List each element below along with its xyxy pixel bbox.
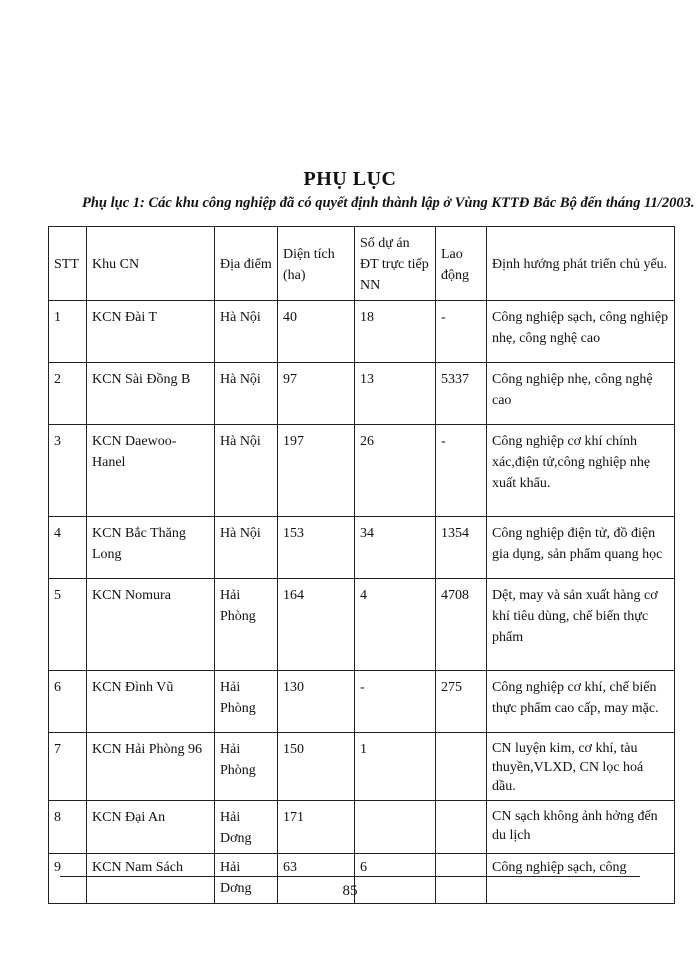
cell-orientation: Công nghiệp sạch, công nghiệp nhẹ, công nghệ cao <box>487 301 675 363</box>
cell-projects: 13 <box>355 363 436 425</box>
header-labor: Lao động <box>436 227 487 301</box>
cell-name: KCN Bắc Thăng Long <box>87 517 215 579</box>
cell-projects: 6 <box>355 854 436 904</box>
industrial-zones-table <box>48 226 675 904</box>
cell-orientation: CN luyện kim, cơ khí, tàu thuyền,VLXD, CN lọc hoá dầu. <box>487 733 675 801</box>
cell-orientation: Dệt, may và sản xuất hàng cơ khí tiêu dùng, chế biến thực phẩm <box>487 579 675 671</box>
cell-area: 63 <box>278 854 355 904</box>
cell-stt: 6 <box>49 671 87 733</box>
cell-projects: 4 <box>355 579 436 671</box>
cell-projects: 18 <box>355 301 436 363</box>
table-row <box>49 363 675 425</box>
cell-labor <box>436 733 487 801</box>
cell-projects: - <box>355 671 436 733</box>
cell-orientation: Công nghiệp cơ khí chính xác,điện tử,công nghiệp nhẹ xuất khẩu. <box>487 425 675 517</box>
cell-stt: 8 <box>49 801 87 854</box>
cell-area: 150 <box>278 733 355 801</box>
cell-orientation: Công nghiệp điện tử, đồ điện gia dụng, sản phẩm quang học <box>487 517 675 579</box>
cell-labor: 5337 <box>436 363 487 425</box>
page-number: 85 <box>342 883 358 899</box>
cell-stt: 3 <box>49 425 87 517</box>
cell-labor: 4708 <box>436 579 487 671</box>
cell-name: KCN Nam Sách <box>87 854 215 904</box>
cell-stt: 1 <box>49 301 87 363</box>
header-name: Khu CN <box>87 227 215 301</box>
cell-name: KCN Sài Đồng B <box>87 363 215 425</box>
table-row <box>49 517 675 579</box>
cell-area: 164 <box>278 579 355 671</box>
table-row <box>49 671 675 733</box>
cell-location: Hải Phòng <box>215 733 278 801</box>
header-area: Diện tích (ha) <box>278 227 355 301</box>
cell-stt: 4 <box>49 517 87 579</box>
cell-orientation: Công nghiệp cơ khí, chế biến thực phẩm cao cấp, may mặc. <box>487 671 675 733</box>
header-location: Địa điểm <box>215 227 278 301</box>
cell-name: KCN Đại An <box>87 801 215 854</box>
table-row <box>49 733 675 801</box>
table-caption: Phụ lục 1: Các khu công nghiệp đã có quyết định thành lập ở Vùng KTTĐ Bắc Bộ đến tháng 11/2003. <box>82 195 695 211</box>
header-stt: STT <box>49 227 87 301</box>
cell-name: KCN Đình Vũ <box>87 671 215 733</box>
cell-name: KCN Hải Phòng 96 <box>87 733 215 801</box>
cell-area: 40 <box>278 301 355 363</box>
table-header-row <box>49 227 675 301</box>
cell-labor: - <box>436 425 487 517</box>
cell-area: 153 <box>278 517 355 579</box>
cell-area: 171 <box>278 801 355 854</box>
page-title: PHỤ LỤC <box>303 168 397 190</box>
cell-area: 130 <box>278 671 355 733</box>
cell-stt: 2 <box>49 363 87 425</box>
footer-divider <box>60 876 640 877</box>
table-row <box>49 301 675 363</box>
cell-location: Hải Phòng <box>215 579 278 671</box>
cell-location: Hà Nội <box>215 363 278 425</box>
cell-location: Hà Nội <box>215 425 278 517</box>
cell-labor: 275 <box>436 671 487 733</box>
cell-projects: 26 <box>355 425 436 517</box>
header-projects: Số dự án ĐT trực tiếp NN <box>355 227 436 301</box>
header-orientation: Định hướng phát triển chủ yếu. <box>487 227 675 301</box>
cell-location: Hải Dơng <box>215 854 278 904</box>
cell-stt: 7 <box>49 733 87 801</box>
cell-labor <box>436 801 487 854</box>
cell-projects: 1 <box>355 733 436 801</box>
cell-orientation: Công nghiệp nhẹ, công nghệ cao <box>487 363 675 425</box>
cell-area: 97 <box>278 363 355 425</box>
cell-stt: 5 <box>49 579 87 671</box>
cell-projects <box>355 801 436 854</box>
cell-location: Hà Nội <box>215 517 278 579</box>
table-row <box>49 801 675 854</box>
table-row <box>49 579 675 671</box>
cell-name: KCN Daewoo-Hanel <box>87 425 215 517</box>
cell-location: Hà Nội <box>215 301 278 363</box>
cell-projects: 34 <box>355 517 436 579</box>
cell-location: Hải Dơng <box>215 801 278 854</box>
cell-location: Hải Phòng <box>215 671 278 733</box>
cell-orientation: CN sạch không ảnh hởng đến du lịch <box>487 801 675 854</box>
cell-name: KCN Đài T <box>87 301 215 363</box>
cell-name: KCN Nomura <box>87 579 215 671</box>
cell-area: 197 <box>278 425 355 517</box>
cell-stt: 9 <box>49 854 87 904</box>
table-row <box>49 425 675 517</box>
cell-labor: - <box>436 301 487 363</box>
cell-orientation: Công nghiệp sạch, công <box>487 854 675 904</box>
cell-labor: 1354 <box>436 517 487 579</box>
